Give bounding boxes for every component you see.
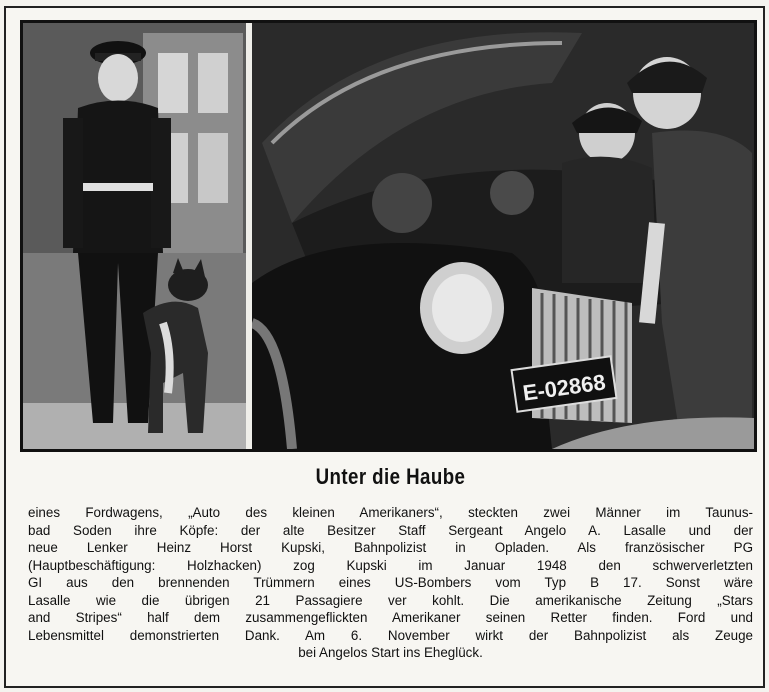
- article-caption: [28, 504, 753, 662]
- photo-men-under-car-hood: [252, 23, 754, 449]
- caption-line-last: bei Angelos Start ins Eheglück.: [298, 645, 483, 660]
- policeman-dog-illustration: [23, 23, 246, 449]
- photo-panel: [20, 20, 757, 452]
- caption-line: neue Lenker Heinz Horst Kupski, Bahnpolizist in Opladen. Als französischer PG: [28, 540, 753, 555]
- caption-line: GI aus den brennenden Trümmern eines US-Bombers vom Typ B 17. Sonst wäre: [28, 575, 753, 590]
- photo-policeman-with-dog: [23, 23, 246, 449]
- license-plate-text: E-02868: [521, 369, 608, 406]
- caption-line: Lebensmittel demonstrierten Dank. Am 6. November wirkt der Bahnpolizist als Zeuge: [28, 627, 753, 643]
- car-hood-illustration: [252, 23, 754, 449]
- caption-line: (Hauptbeschäftigung: Holzhacken) zog Kupski im Januar 1948 den schwerverletzten: [28, 557, 753, 573]
- caption-line: and Stripes“ half dem zusammengeflickten Amerikaner seinen Retter finden. Ford und: [28, 610, 753, 625]
- newspaper-clipping: [4, 6, 765, 688]
- article-title: Unter die Haube: [315, 464, 466, 489]
- caption-line: Lasalle wie die übrigen 21 Passagiere ver kohlt. Die amerikanische Zeitung „Stars: [28, 592, 753, 608]
- caption-line: eines Fordwagens, „Auto des kleinen Amerikaners“, steckten zwei Männer im Taunus-: [28, 505, 753, 520]
- caption-line: bad Soden ihre Köpfe: der alte Besitzer Staff Sergeant Angelo A. Lasalle und der: [28, 522, 753, 538]
